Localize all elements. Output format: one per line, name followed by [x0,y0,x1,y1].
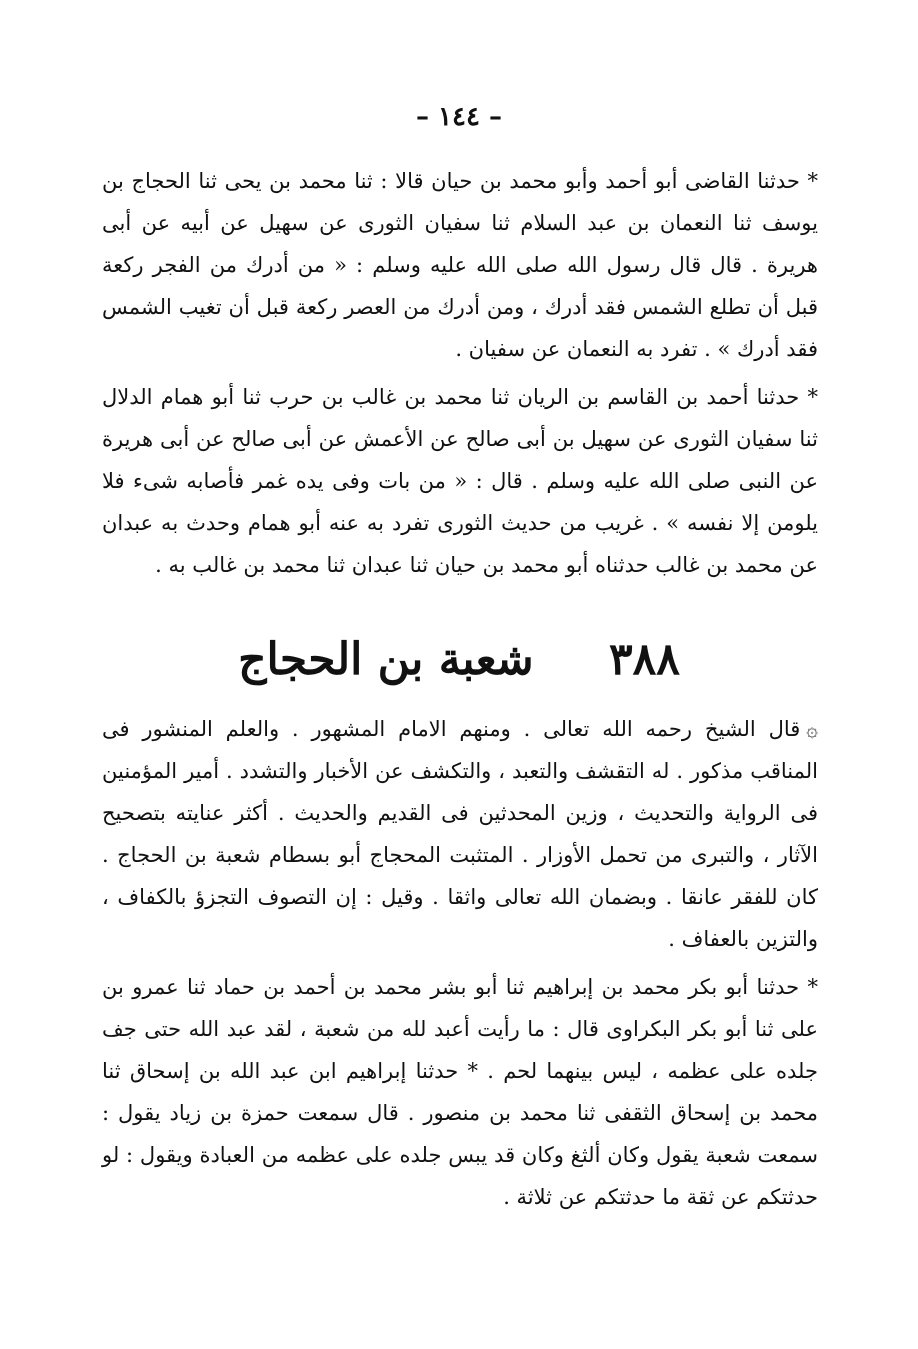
chapter-heading [0,630,918,690]
ornament-flower-icon: ۞ [806,717,818,741]
paragraph-biography-intro [102,708,818,960]
paragraph-hadith-2: * حدثنا أحمد بن القاسم بن الريان ثنا محمد بن غالب بن حرب ثنا أبو همام الدلال ثنا سفيان الثورى عن سهيل بن أبى صالح عن الأعمش عن أبى صالح عن أبى هريرة عن النبى صلى الله عليه وسلم . قال : « من بات وفى يده غمر فأصابه شىء فلا يلومن إلا نفسه » . غريب من حديث الثورى تفرد به عنه أبو همام وحدث به عبدان عن محمد بن غالب حدثناه أبو محمد بن حيان ثنا عبدان ثنا محمد بن غالب به . [102,385,818,577]
biography-intro-text: قال الشيخ رحمه الله تعالى . ومنهم الامام المشهور . والعلم المنشور فى المناقب مذكور . له التقشف والتعبد ، والتكشف عن الأخبار والتشدد . أمير المؤمنين فى الرواية والتحديث ، وزين المحدثين فى القديم والحديث . أكثر عنايته بتصحيح الآثار ، والتبرى من تحمل الأوزار . المتثبت المحجاج أبو بسطام شعبة بن الحجاج . كان للفقر عانقا . وبضمان الله تعالى واثقا . وقيل : إن التصوف التجزؤ بالكفاف ، والتزين بالعفاف . [102,717,818,951]
page-number: – ١٤٤ – [415,102,503,132]
paragraph-hadith-3: * حدثنا أبو بكر محمد بن إبراهيم ثنا أبو بشر محمد بن أحمد بن حماد ثنا عمرو بن على ثنا أبو بكر البكراوى قال : ما رأيت أعبد لله من شعبة ، لقد عبد الله حتى جف جلده على عظمه ، ليس بينهما لحم . * حدثنا إبراهيم ابن عبد الله بن إسحاق ثنا محمد بن إسحاق الثقفى ثنا محمد بن منصور . قال سمعت حمزة بن زياد يقول : سمعت شعبة يقول وكان ألثغ وكان قد يبس جلده على عظمه من العبادة ويقول : لو حدثتكم عن ثقة ما حدثتكم عن ثلاثة . [102,975,818,1209]
paragraph-hadith-1: * حدثنا القاضى أبو أحمد وأبو محمد بن حيان قالا : ثنا محمد بن يحى ثنا الحجاج بن يوسف ثنا النعمان بن عبد السلام ثنا سفيان الثورى عن سهيل عن أبيه عن أبى هريرة . قال قال رسول الله صلى الله عليه وسلم : « من أدرك من الفجر ركعة قبل أن تطلع الشمس فقد أدرك ، ومن أدرك من العصر ركعة قبل أن تغيب الشمس فقد أدرك » . تفرد به النعمان عن سفيان . [102,169,818,361]
section-biography [102,708,818,1218]
chapter-title: شعبة بن الحجاج [238,634,534,685]
chapter-number: ٣٨٨ [609,634,680,685]
section-hadith-narrations [102,160,818,586]
